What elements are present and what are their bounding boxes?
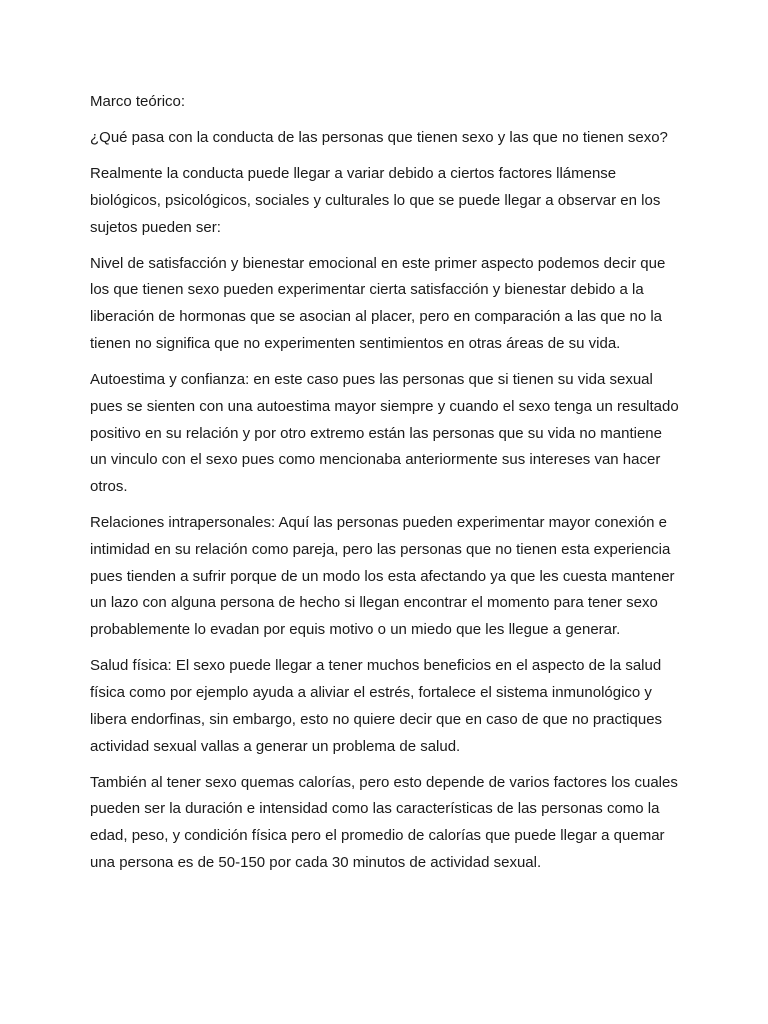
- paragraph-relationships: Relaciones intrapersonales: Aquí las personas pueden experimentar mayor conexión e intimidad en su relación como pareja, pero las personas que no tienen esta experiencia pues tienden a sufrir porque de un modo los esta afectando ya que les cuesta mantener un lazo con alguna persona de hecho si llegan encontrar el momento para tener sexo probablemente lo evadan por equis motivo o un miedo que les llegue a generar.: [90, 514, 675, 639]
- paragraph-self-esteem: Autoestima y confianza: en este caso pues las personas que si tienen su vida sexual pues se sienten con una autoestima mayor siempre y cuando el sexo tenga un resultado positivo en su relación y por otro extremo están las personas que su vida no mantiene un vinculo con el sexo pues como mencionaba anteriormente sus intereses van hacer otros.: [90, 370, 679, 496]
- paragraph-physical-health: Salud física: El sexo puede llegar a tener muchos beneficios en el aspecto de la salud física como por ejemplo ayuda a aliviar el estrés, fortalece el sistema inmunológico y libera endorfinas, sin embargo, esto no quiere decir que en caso de que no practiques actividad sexual vallas a generar un problema de salud.: [90, 657, 663, 755]
- paragraph-satisfaction: Nivel de satisfacción y bienestar emocional en este primer aspecto podemos decir que los que tienen sexo pueden experimentar cierta satisfacción y bienestar debido a la liberación de hormonas que se asocian al placer, pero en comparación a las que no la tienen no significa que no experimenten sentimientos en otras áreas de su vida.: [90, 254, 666, 352]
- document-body: [90, 89, 682, 886]
- paragraph-calories: También al tener sexo quemas calorías, pero esto depende de varios factores los cuales pueden ser la duración e intensidad como las características de las personas como la edad, peso, y condición física pero el promedio de calorías que puede llegar a quemar una persona es de 50-150 por cada 30 minutos de actividad sexual.: [90, 773, 678, 872]
- paragraph-question: ¿Qué pasa con la conducta de las personas que tienen sexo y las que no tienen sexo?: [90, 128, 668, 146]
- section-heading: Marco teórico:: [90, 93, 186, 110]
- paragraph-intro: Realmente la conducta puede llegar a variar debido a ciertos factores llámense biológicos, psicológicos, sociales y culturales lo que se puede llegar a observar en los sujetos pueden ser:: [90, 164, 661, 236]
